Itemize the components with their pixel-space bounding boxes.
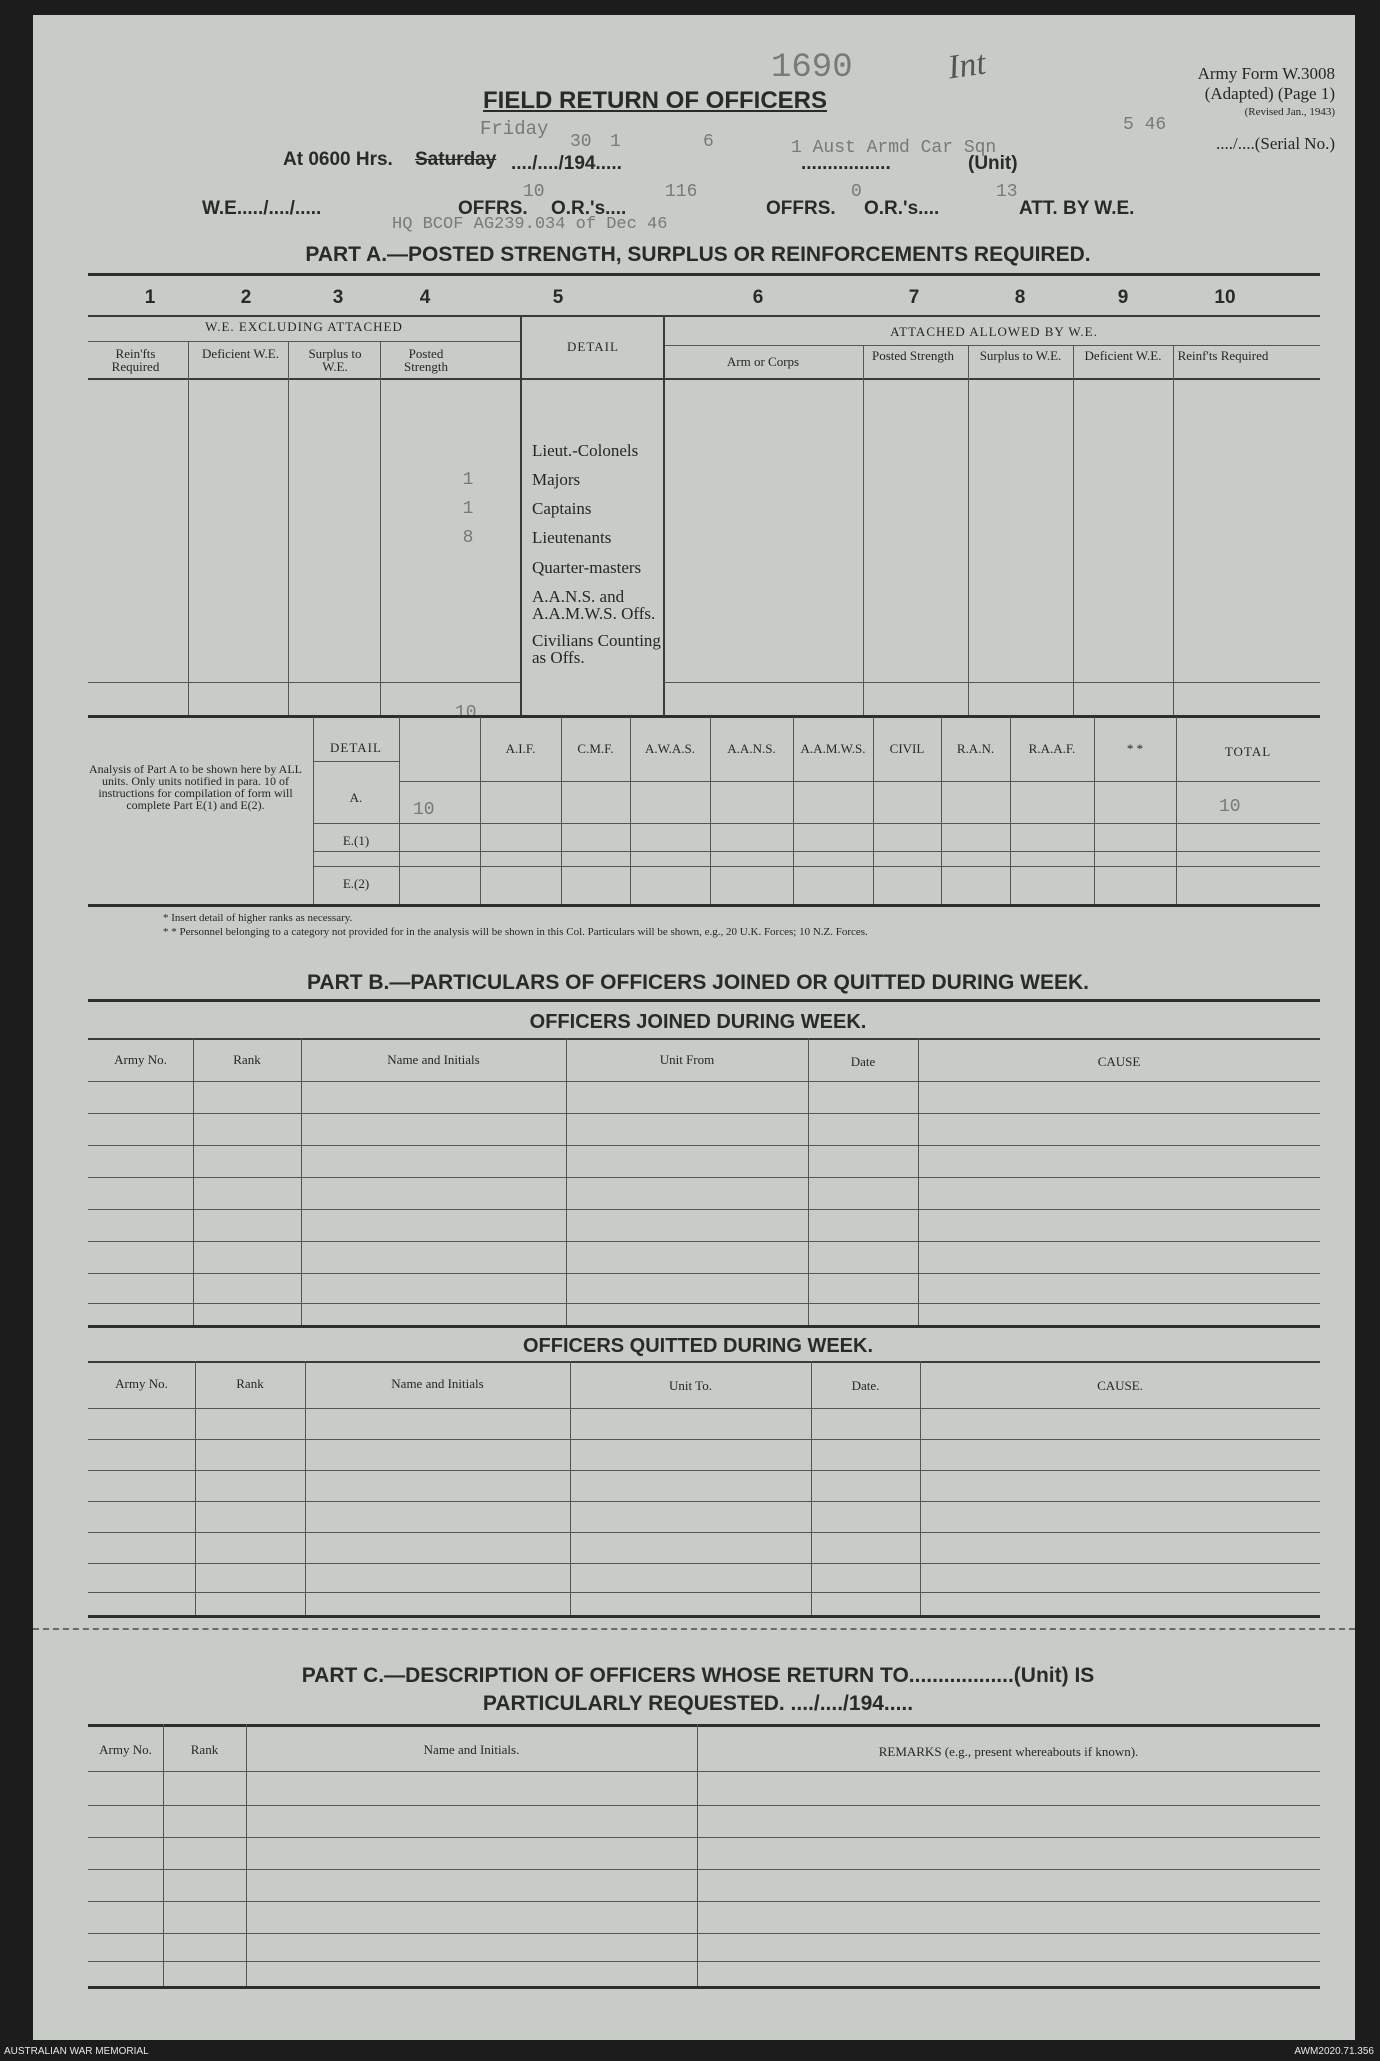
rank-lieut-colonels: Lieut.-Colonels bbox=[532, 441, 639, 460]
serial-typed: 5 46 bbox=[1123, 115, 1167, 135]
joined-col-unit-from: Unit From bbox=[659, 1052, 715, 1067]
rank-captains: Captains bbox=[532, 499, 592, 518]
rank-civilians: Civilians Counting as Offs. bbox=[532, 631, 661, 667]
offrs2-label: OFFRS. bbox=[766, 198, 836, 219]
joined-col-cause: CAUSE bbox=[1097, 1054, 1141, 1069]
analysis-header-civil: CIVIL bbox=[889, 741, 925, 756]
part-a-title: PART A.—POSTED STRENGTH, SURPLUS OR REINFORCEMENTS REQUIRED. bbox=[305, 243, 1091, 266]
col-number: 6 bbox=[752, 287, 764, 308]
analysis-header-other: * * bbox=[1126, 741, 1144, 756]
deficient-we-header: Deficient W.E. bbox=[202, 346, 279, 361]
surplus-we-header: Surplus to W.E. bbox=[308, 346, 362, 374]
footnote-2: * * Personnel belonging to a category not provided for in the analysis will be shown in this Col. Particulars will be shown, e.g., 20 U.K. Forces; 10 N.Z. Forces. bbox=[163, 926, 868, 938]
col-number: 2 bbox=[240, 287, 252, 308]
joined-col-name: Name and Initials bbox=[387, 1052, 480, 1067]
analysis-header-raaf: R.A.A.F. bbox=[1028, 741, 1076, 756]
rank-quartermasters: Quarter-masters bbox=[532, 558, 642, 577]
analysis-header-awas: A.W.A.S. bbox=[644, 741, 696, 756]
stamp-number: 1690 bbox=[771, 49, 853, 87]
col-number: 7 bbox=[908, 287, 920, 308]
analysis-header-aif: A.I.F. bbox=[505, 741, 536, 756]
ors-typed: 116 bbox=[665, 182, 698, 202]
form-adapted: (Adapted) (Page 1) bbox=[1204, 84, 1335, 103]
reference-typed: HQ BCOF AG239.034 of Dec 46 bbox=[392, 215, 668, 234]
posted-strength-header: Posted Strength bbox=[403, 346, 449, 374]
rank-majors: Majors bbox=[532, 470, 581, 489]
posted-lieutenants-typed: 8 bbox=[462, 528, 474, 548]
part-c-col-rank: Rank bbox=[190, 1742, 219, 1757]
we-label: W.E...../..../..... bbox=[202, 198, 322, 219]
quitted-col-date: Date. bbox=[851, 1378, 880, 1393]
analysis-row-e1: E.(1) bbox=[342, 833, 370, 848]
part-c-title-line-2: PARTICULARLY REQUESTED. ..../..../194..... bbox=[482, 1692, 914, 1715]
analysis-header-cmf: C.M.F. bbox=[577, 741, 614, 756]
offrs-label: OFFRS. bbox=[458, 198, 528, 219]
col-number: 4 bbox=[419, 287, 431, 308]
posted-total-typed: 10 bbox=[455, 703, 477, 723]
date-typed-month: 1 bbox=[610, 132, 621, 152]
form-number: Army Form W.3008 bbox=[1197, 64, 1335, 83]
analysis-header-total: TOTAL bbox=[1224, 744, 1272, 759]
joined-col-date: Date bbox=[850, 1054, 876, 1069]
col-number: 5 bbox=[552, 287, 564, 308]
part-b-title: PART B.—PARTICULARS OF OFFICERS JOINED OR QUITTED DURING WEEK. bbox=[306, 971, 1090, 994]
date-template: ..../..../194..... bbox=[511, 153, 622, 174]
footnote-1: * Insert detail of higher ranks as necessary. bbox=[163, 912, 353, 924]
quitted-col-army-no: Army No. bbox=[115, 1376, 168, 1391]
analysis-header-aamws: A.A.M.W.S. bbox=[800, 741, 866, 756]
joined-col-army-no: Army No. bbox=[114, 1052, 167, 1067]
quitted-col-rank: Rank bbox=[236, 1376, 264, 1391]
analysis-header-ran: R.A.N. bbox=[956, 741, 995, 756]
analysis-row-a: A. bbox=[349, 790, 363, 805]
col-number: 10 bbox=[1214, 287, 1236, 308]
quitted-col-unit-to: Unit To. bbox=[669, 1378, 712, 1393]
joined-title: OFFICERS JOINED DURING WEEK. bbox=[529, 1011, 867, 1033]
part-c-col-name: Name and Initials. bbox=[423, 1742, 520, 1757]
day-printed: Saturday bbox=[415, 149, 497, 170]
we-excluding-attached-label: W.E. EXCLUDING ATTACHED bbox=[205, 319, 403, 334]
analysis-detail-header: DETAIL bbox=[330, 740, 382, 755]
analysis-header-aans: A.A.N.S. bbox=[727, 741, 776, 756]
date-typed-day: 30 bbox=[570, 132, 592, 152]
reinforcements-required-header: Rein'fts Required bbox=[111, 346, 160, 374]
ors2-label: O.R.'s.... bbox=[864, 198, 940, 219]
quitted-title: OFFICERS QUITTED DURING WEEK. bbox=[523, 1335, 873, 1357]
unit-label: (Unit) bbox=[968, 153, 1018, 174]
detail-header: DETAIL bbox=[567, 339, 619, 354]
attached-allowed-label: ATTACHED ALLOWED BY W.E. bbox=[890, 324, 1098, 339]
footer-institution: AUSTRALIAN WAR MEMORIAL bbox=[4, 2046, 149, 2057]
ors2-typed: 13 bbox=[996, 182, 1018, 202]
unit-typed: 1 Aust Armd Car Sqn bbox=[791, 138, 997, 158]
attached-deficient-header: Deficient W.E. bbox=[1084, 348, 1162, 363]
joined-col-rank: Rank bbox=[233, 1052, 261, 1067]
form-sheet bbox=[33, 15, 1355, 2040]
col-number: 8 bbox=[1014, 287, 1026, 308]
handwritten-mark: Int bbox=[945, 44, 989, 87]
serial-no: ..../....(Serial No.) bbox=[1216, 134, 1335, 153]
attached-surplus-header: Surplus to W.E. bbox=[979, 348, 1062, 363]
form-revised: (Revised Jan., 1943) bbox=[1244, 106, 1335, 118]
rank-aans-aamws: A.A.N.S. and A.A.M.W.S. Offs. bbox=[532, 587, 656, 623]
attached-posted-strength-header: Posted Strength bbox=[872, 348, 954, 363]
part-c-title-line-1: PART C.—DESCRIPTION OF OFFICERS WHOSE RETURN TO..................(Unit) IS bbox=[301, 1664, 1095, 1687]
unit-dots: ................. bbox=[801, 153, 891, 174]
col-number: 1 bbox=[144, 287, 156, 308]
quitted-col-name: Name and Initials bbox=[391, 1376, 484, 1391]
posted-captains-typed: 1 bbox=[462, 499, 474, 519]
day-typed: Friday bbox=[480, 118, 549, 140]
offrs-typed: 10 bbox=[523, 182, 545, 202]
rank-lieutenants: Lieutenants bbox=[532, 528, 612, 547]
analysis-note: Analysis of Part A to be shown here by ALL units. Only units notified in para. 10 of instructions for compilation of form will complete Part E(1) and E(2). bbox=[89, 762, 302, 812]
att-by-we-label: ATT. BY W.E. bbox=[1019, 198, 1135, 219]
attached-reinforcements-header: Reinf'ts Required bbox=[1177, 348, 1269, 363]
perforation-line bbox=[33, 1628, 1355, 1630]
analysis-row-a-total: 10 bbox=[1219, 797, 1241, 817]
date-typed-year: 6 bbox=[703, 132, 714, 152]
analysis-row-e2: E.(2) bbox=[342, 876, 370, 891]
quitted-col-cause: CAUSE. bbox=[1097, 1378, 1143, 1393]
col-number: 9 bbox=[1117, 287, 1129, 308]
part-c-col-army-no: Army No. bbox=[99, 1742, 152, 1757]
at-hours-label: At 0600 Hrs. bbox=[283, 149, 393, 170]
posted-majors-typed: 1 bbox=[462, 470, 474, 490]
offrs2-typed: 0 bbox=[851, 182, 862, 202]
form-title: FIELD RETURN OF OFFICERS bbox=[483, 87, 827, 114]
arm-or-corps-header: Arm or Corps bbox=[726, 354, 800, 369]
part-c-col-remarks: REMARKS (e.g., present whereabouts if known). bbox=[878, 1744, 1139, 1759]
ors-label: O.R.'s.... bbox=[551, 198, 627, 219]
footer-accession: AWM2020.71.356 bbox=[1294, 2046, 1374, 2057]
col-number: 3 bbox=[332, 287, 344, 308]
analysis-row-a-value: 10 bbox=[413, 800, 435, 820]
